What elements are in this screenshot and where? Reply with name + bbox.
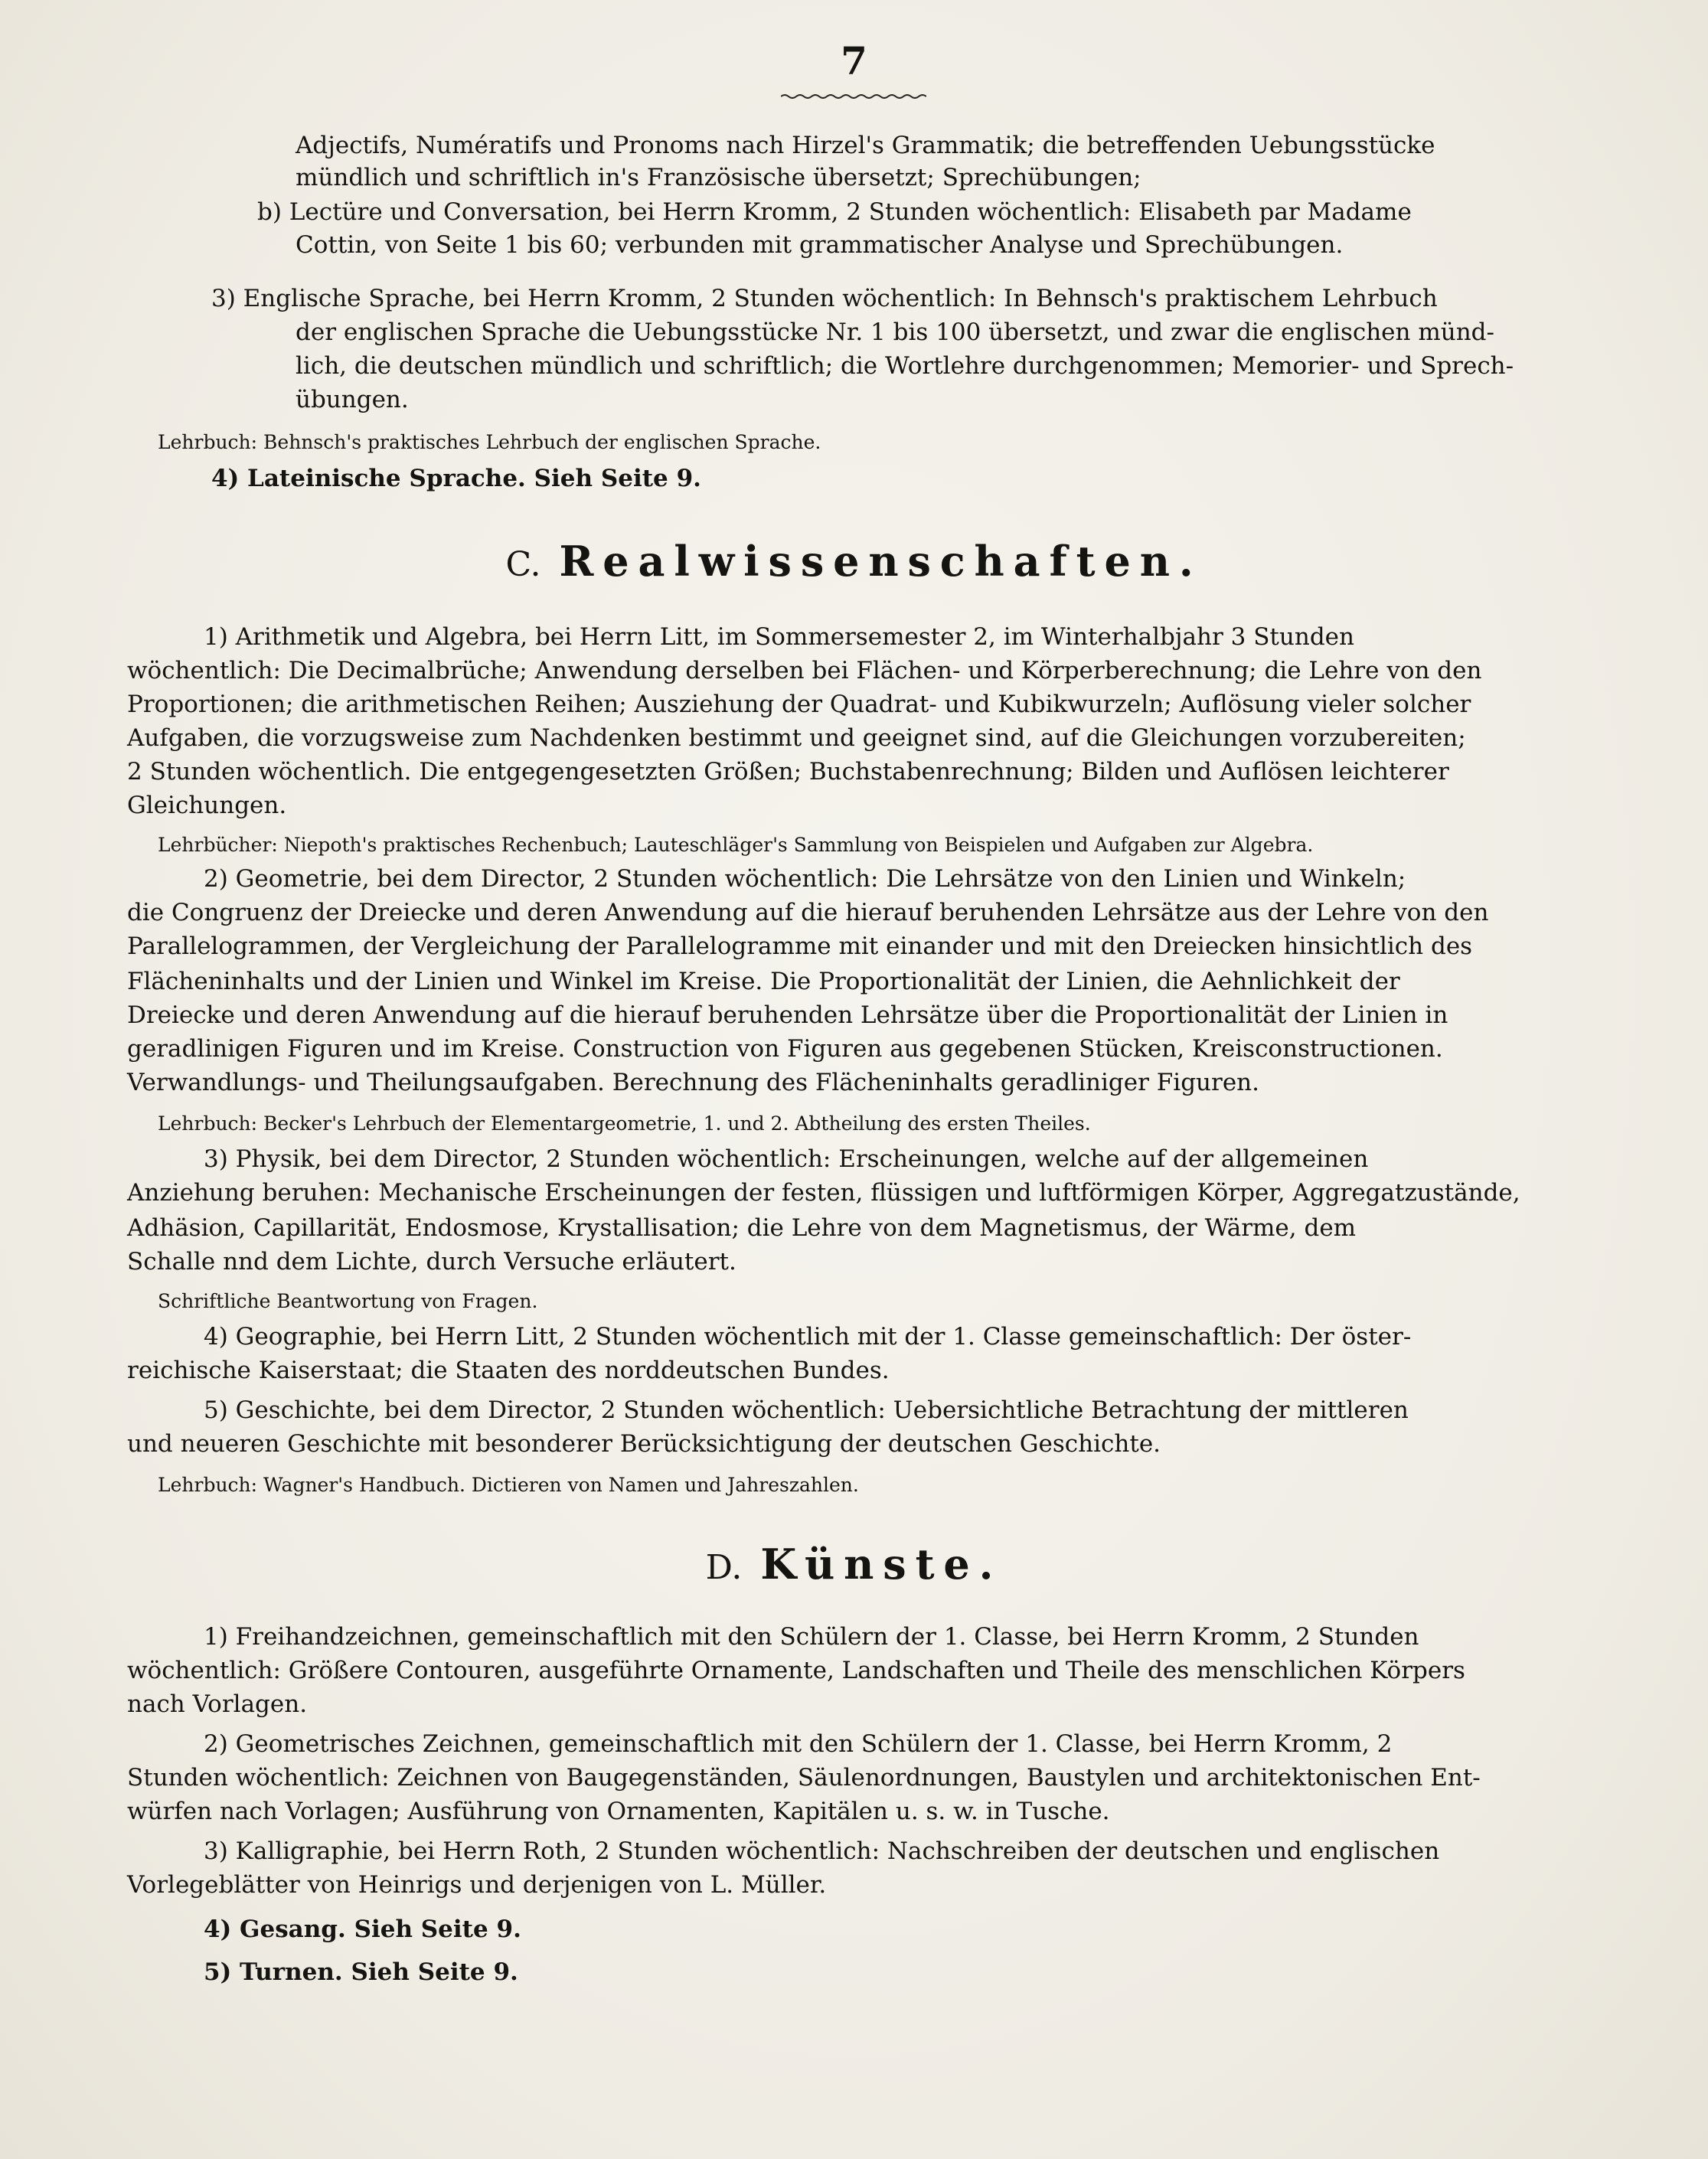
text-line: Stunden wöchentlich: Zeichnen von Baugegenständen, Säulenordnungen, Baustylen und architektonischen Ent- [127,1764,1481,1792]
text-line: Aufgaben, die vorzugsweise zum Nachdenken bestimmt und geeignet sind, auf die Gleichungen vorzubereiten; [127,724,1466,752]
text-line: mündlich und schriftlich in's Französische übersetzt; Sprechübungen; [296,164,1141,191]
text-line: 1) Freihandzeichnen, gemeinschaftlich mit den Schülern der 1. Classe, bei Herrn Kromm, 2 Stunden [204,1623,1419,1651]
text-line: lich, die deutschen mündlich und schriftlich; die Wortlehre durchgenommen; Memorier- und Sprech- [296,352,1514,380]
section-heading-c [0,536,1708,590]
text-line: Adjectifs, Numératifs und Pronoms nach Hirzel's Grammatik; die betreffenden Uebungsstücke [296,132,1435,159]
text-line: 4) Gesang. Sieh Seite 9. [204,1916,521,1943]
text-line: 5) Turnen. Sieh Seite 9. [204,1958,518,1986]
section-title: Künste. [760,1540,1003,1589]
text-line: Adhäsion, Capillarität, Endosmose, Krystallisation; die Lehre von dem Magnetismus, der Wärme, dem [127,1214,1357,1242]
text-line: übungen. [296,386,409,413]
text-line: Dreiecke und deren Anwendung auf die hierauf beruhenden Lehrsätze über die Proportionalität der Linien in [127,1001,1448,1029]
text-line: Proportionen; die arithmetischen Reihen; Ausziehung der Quadrat- und Kubikwurzeln; Auflösung vieler solcher [127,691,1471,718]
text-line: geradlinigen Figuren und im Kreise. Construction von Figuren aus gegebenen Stücken, Kreisconstructionen. [127,1035,1443,1063]
text-line: 3) Physik, bei dem Director, 2 Stunden wöchentlich: Erscheinungen, welche auf der allgemeinen [204,1145,1369,1173]
text-line: 1) Arithmetik und Algebra, bei Herrn Litt, im Sommersemester 2, im Winterhalbjahr 3 Stunden [204,623,1354,651]
textbook-note: Lehrbuch: Becker's Lehrbuch der Elementargeometrie, 1. und 2. Abtheilung des ersten Theiles. [158,1112,1091,1135]
text-line: 2 Stunden wöchentlich. Die entgegengesetzten Größen; Buchstabenrechnung; Bilden und Auflösen leichterer [127,758,1449,786]
text-line: wöchentlich: Die Decimalbrüche; Anwendung derselben bei Flächen- und Körperberechnung; die Lehre von den [127,657,1482,684]
text-line: 4) Geographie, bei Herrn Litt, 2 Stunden wöchentlich mit der 1. Classe gemeinschaftlich: Der öster- [204,1323,1412,1351]
section-heading-d [0,1539,1708,1593]
textbook-note: Lehrbuch: Wagner's Handbuch. Dictieren von Namen und Jahreszahlen. [158,1474,859,1496]
text-line: nach Vorlagen. [127,1690,308,1718]
section-letter: D. [705,1548,743,1587]
textbook-note: Schriftliche Beantwortung von Fragen. [158,1290,538,1312]
text-line: wöchentlich: Größere Contouren, ausgeführte Ornamente, Landschaften und Theile des menschlichen Körpers [127,1657,1465,1684]
text-line: und neueren Geschichte mit besonderer Berücksichtigung der deutschen Geschichte. [127,1430,1161,1458]
text-line: 2) Geometrie, bei dem Director, 2 Stunden wöchentlich: Die Lehrsätze von den Linien und Winkeln; [204,865,1406,893]
text-line: würfen nach Vorlagen; Ausführung von Ornamenten, Kapitälen u. s. w. in Tusche. [127,1798,1110,1825]
text-line: Flächeninhalts und der Linien und Winkel im Kreise. Die Proportionalität der Linien, die Aehnlichkeit der [127,968,1400,995]
section-letter: C. [505,545,541,584]
text-line: 4) Lateinische Sprache. Sieh Seite 9. [211,465,701,492]
text-line: 3) Kalligraphie, bei Herrn Roth, 2 Stunden wöchentlich: Nachschreiben der deutschen und englischen [204,1837,1440,1865]
text-line: 5) Geschichte, bei dem Director, 2 Stunden wöchentlich: Uebersichtliche Betrachtung der mittleren [204,1396,1409,1424]
text-line: Anziehung beruhen: Mechanische Erscheinungen der festen, flüssigen und luftförmigen Körper, Aggregatzustände, [127,1179,1520,1207]
decorative-wave-rule [781,93,926,100]
section-title: Realwissenschaften. [559,537,1203,586]
textbook-note: Lehrbücher: Niepoth's praktisches Rechenbuch; Lauteschläger's Sammlung von Beispielen und Aufgaben zur Algebra. [158,834,1314,856]
text-line: Gleichungen. [127,792,287,819]
textbook-note: Lehrbuch: Behnsch's praktisches Lehrbuch der englischen Sprache. [158,431,821,453]
text-line: b) Lectüre und Conversation, bei Herrn Kromm, 2 Stunden wöchentlich: Elisabeth par Madame [257,198,1412,226]
page-number: 7 [841,38,867,83]
text-line: Parallelogrammen, der Vergleichung der Parallelogramme mit einander und mit den Dreiecken hinsichtlich des [127,933,1473,960]
text-line: Verwandlungs- und Theilungsaufgaben. Berechnung des Flächeninhalts geradliniger Figuren. [127,1069,1259,1096]
text-line: Vorlegeblätter von Heinrigs und derjenigen von L. Müller. [127,1871,827,1899]
text-line: die Congruenz der Dreiecke und deren Anwendung auf die hierauf beruhenden Lehrsätze aus der Lehre von den [127,899,1489,926]
text-line: Schalle nnd dem Lichte, durch Versuche erläutert. [127,1248,736,1275]
text-line: 3) Englische Sprache, bei Herrn Kromm, 2 Stunden wöchentlich: In Behnsch's praktischem Lehrbuch [211,285,1438,312]
text-line: 2) Geometrisches Zeichnen, gemeinschaftlich mit den Schülern der 1. Classe, bei Herrn Kromm, 2 [204,1730,1393,1758]
text-line: reichische Kaiserstaat; die Staaten des norddeutschen Bundes. [127,1357,890,1384]
text-line: der englischen Sprache die Uebungsstücke Nr. 1 bis 100 übersetzt, und zwar die englischen münd- [296,318,1494,346]
text-line: Cottin, von Seite 1 bis 60; verbunden mit grammatischer Analyse und Sprechübungen. [296,231,1344,259]
